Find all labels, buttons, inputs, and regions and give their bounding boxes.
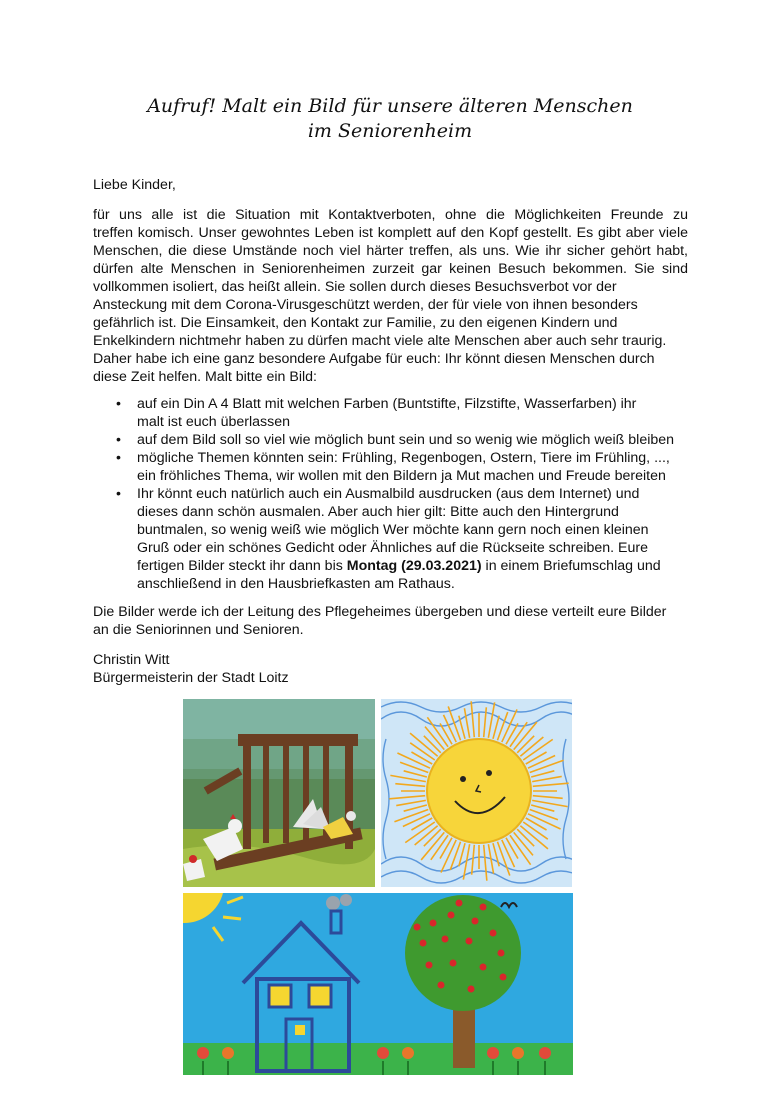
paragraph-line: Ansteckung mit dem Corona-Virusgeschützt werden, der für viele von ihnen besonders bbox=[93, 297, 638, 313]
paragraph-line: Menschen, die diese Umstände noch viel härter treffen, als uns. Wie ihr sicher gehört habt, bbox=[93, 243, 688, 259]
deadline-suffix: in einem Briefumschlag und bbox=[481, 558, 661, 574]
list-item-line: ein fröhliches Thema, wir wollen mit den Bildern ja Mut machen und Freude bereiten bbox=[137, 468, 666, 484]
list-item-line: malt ist euch überlassen bbox=[137, 414, 290, 430]
list-item-line: Gruß oder ein schönes Gedicht oder Ähnliches auf die Rückseite schreiben. Eure bbox=[137, 540, 649, 556]
document-title-line-2: im Seniorenheim bbox=[307, 120, 473, 142]
list-item-line: anschließend in den Hausbriefkasten am Rathaus. bbox=[137, 576, 455, 592]
intro-paragraph bbox=[93, 206, 688, 386]
signature-role: Bürgermeisterin der Stadt Loitz bbox=[93, 670, 289, 686]
paragraph-line: diese Zeit helfen. Malt bitte ein Bild: bbox=[93, 369, 317, 385]
painting-sun bbox=[381, 699, 572, 887]
signature-name: Christin Witt bbox=[93, 652, 170, 668]
instruction-list bbox=[93, 395, 693, 593]
list-item-line: • auf ein Din A 4 Blatt mit welchen Farben (Buntstifte, Filzstifte, Wasserfarben) ihr bbox=[137, 396, 637, 412]
signature-block bbox=[93, 651, 688, 687]
painting-chickens bbox=[183, 699, 375, 887]
paragraph-line: Daher habe ich eine ganz besondere Aufgabe für euch: Ihr könnt diesen Menschen durch bbox=[93, 351, 655, 367]
deadline-date: Montag (29.03.2021) bbox=[346, 558, 482, 574]
paragraph-line: treffen komisch. Unser gewohntes Leben ist komplett auf den Kopf gestellt. Es gibt aber viele bbox=[93, 225, 688, 241]
list-item bbox=[93, 485, 693, 593]
list-item-line: buntmalen, so wenig weiß wie möglich Wer möchte kann gern noch einen kleinen bbox=[137, 522, 649, 538]
list-item bbox=[93, 431, 693, 449]
document-title-line-1: Aufruf! Malt ein Bild für unsere älteren Menschen bbox=[147, 95, 633, 117]
paragraph-line: Enkelkindern nichtmehr haben zu dürfen macht viele alte Menschen aber auch sehr traurig. bbox=[93, 333, 667, 349]
paragraph-line: an die Seniorinnen und Senioren. bbox=[93, 622, 304, 638]
list-item bbox=[93, 395, 693, 431]
list-item bbox=[93, 449, 693, 485]
closing-paragraph bbox=[93, 603, 688, 639]
painting-house-tree bbox=[183, 893, 573, 1075]
paragraph-line: für uns alle ist die Situation mit Kontaktverboten, ohne die Möglichkeiten Freunde zu bbox=[93, 207, 688, 223]
deadline-prefix: fertigen Bilder steckt ihr dann bis bbox=[137, 558, 347, 574]
paragraph-line: dürfen alte Menschen in Seniorenheimen zurzeit gar keinen Besuch bekommen. Sie sind bbox=[93, 261, 688, 277]
paragraph-line: gefährlich ist. Die Einsamkeit, den Kontakt zur Familie, zu den eigenen Kindern und bbox=[93, 315, 618, 331]
list-item-line: • Ihr könnt euch natürlich auch ein Ausmalbild ausdrucken (aus dem Internet) und bbox=[137, 486, 640, 502]
list-item-line: dieses dann schön ausmalen. Aber auch hier gilt: Bitte auch den Hintergrund bbox=[137, 504, 619, 520]
paragraph-line: Die Bilder werde ich der Leitung des Pflegeheimes übergeben und diese verteilt eure Bilder bbox=[93, 604, 667, 620]
list-item-line: • mögliche Themen könnten sein: Frühling, Regenbogen, Ostern, Tiere im Frühling, ..., bbox=[137, 450, 670, 466]
list-item-line: • auf dem Bild soll so viel wie möglich bunt sein und so wenig wie möglich weiß bleiben bbox=[137, 432, 675, 448]
paragraph-line: vollkommen isoliert, das heißt allein. Sie sollen durch dieses Besuchsverbot vor der bbox=[93, 279, 617, 295]
list-item-line bbox=[137, 557, 693, 575]
greeting: Liebe Kinder, bbox=[93, 177, 176, 193]
